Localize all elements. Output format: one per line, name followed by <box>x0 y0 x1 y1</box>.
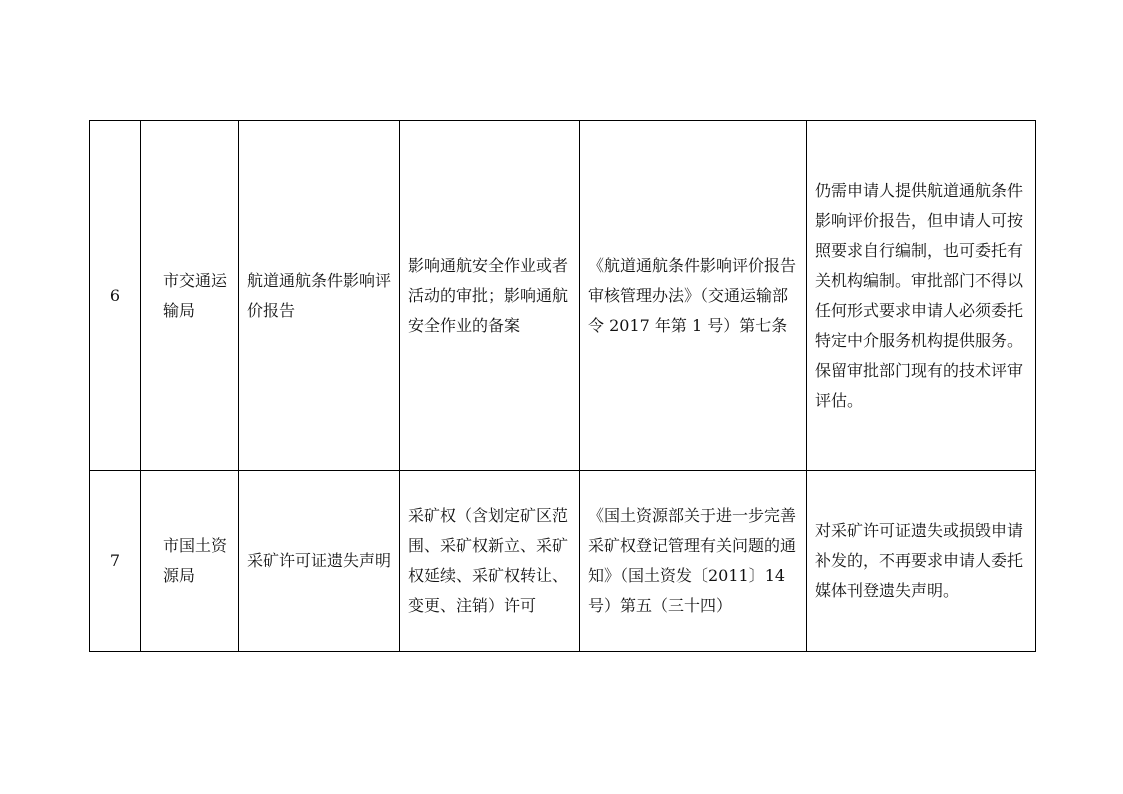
remark-cell <box>807 471 1036 652</box>
document-table <box>89 120 1036 652</box>
approval-matter: 影响通航安全作业或者活动的审批；影响通航安全作业的备案 <box>408 255 569 335</box>
basis-cell <box>580 121 807 471</box>
item-cell <box>239 471 400 652</box>
department-cell <box>141 121 239 471</box>
department-name: 市国土资源局 <box>163 536 228 585</box>
item-name: 航道通航条件影响评价报告 <box>247 270 392 320</box>
legal-basis: 《航道通航条件影响评价报告审核管理办法》（交通运输部令 2017 年第 1 号）第七条 <box>588 255 797 335</box>
row-number: 7 <box>109 551 121 570</box>
legal-basis: 《国土资源部关于进一步完善采矿权登记管理有关问题的通知》（国土资发〔2011〕14 号）第五（三十四） <box>588 506 797 615</box>
approval-cell <box>400 121 580 471</box>
department-cell <box>141 471 239 652</box>
row-number-cell <box>90 471 141 652</box>
approval-cell <box>400 471 580 652</box>
remark-cell <box>807 121 1036 471</box>
department-name: 市交通运输局 <box>163 270 228 320</box>
approval-matter: 采矿权（含划定矿区范围、采矿权新立、采矿权延续、采矿权转让、变更、注销）许可 <box>408 506 569 615</box>
table-row <box>90 471 1036 652</box>
item-name: 采矿许可证遗失声明 <box>247 551 392 570</box>
row-number: 6 <box>109 285 121 305</box>
table-row <box>90 121 1036 471</box>
basis-cell <box>580 471 807 652</box>
remark-text: 仍需申请人提供航道通航条件影响评价报告，但申请人可按照要求自行编制，也可委托有关机构编制。审批部门不得以任何形式要求申请人必须委托特定中介服务机构提供服务。保留审批部门现有的技术评审评估。 <box>815 180 1024 410</box>
remark-text: 对采矿许可证遗失或损毁申请补发的，不再要求申请人委托媒体刊登遗失声明。 <box>815 521 1024 600</box>
item-cell <box>239 121 400 471</box>
row-number-cell <box>90 121 141 471</box>
